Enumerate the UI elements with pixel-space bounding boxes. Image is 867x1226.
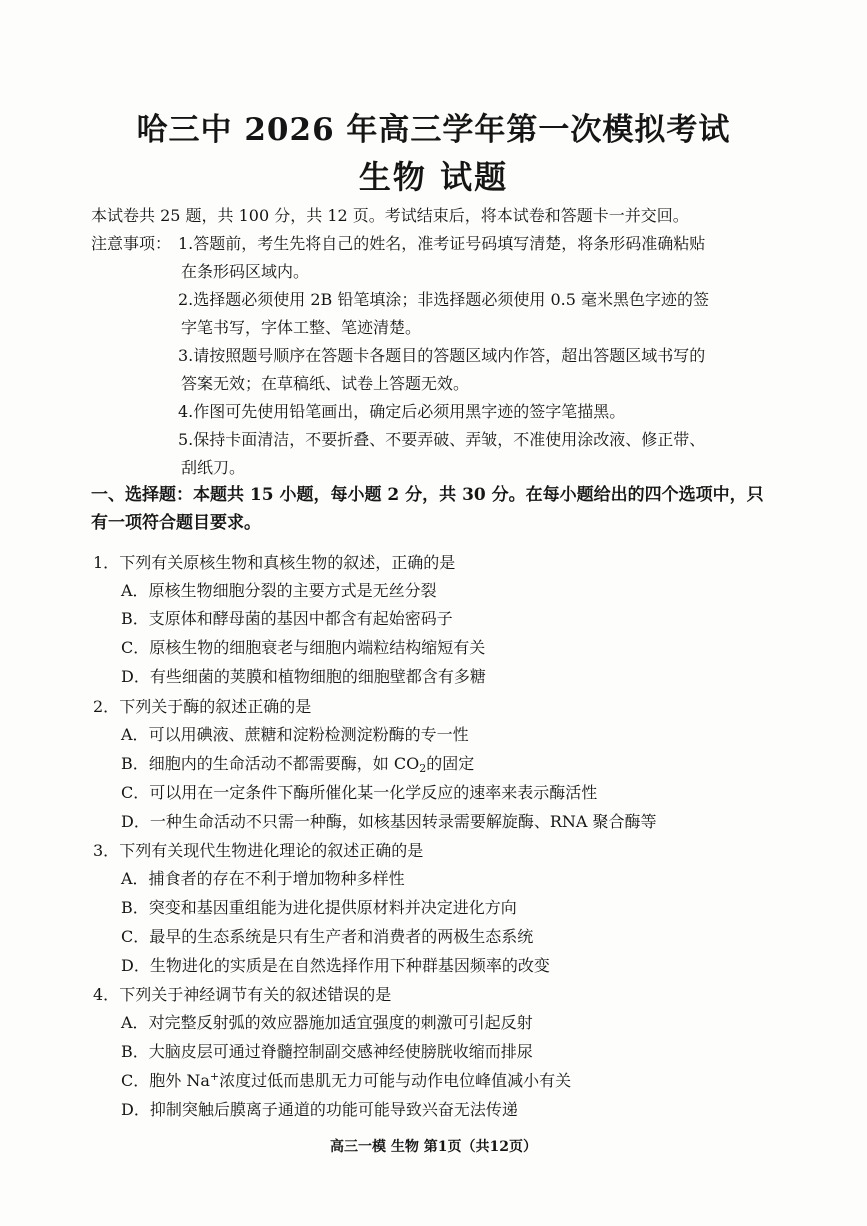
exam-summary: 本试卷共 25 题，共 100 分，共 12 页。考试结束后，将本试卷和答题卡一并交回。 — [91, 206, 689, 225]
q3-option-b — [121, 897, 517, 919]
option-text: 对完整反射弧的效应器施加适宜强度的刺激可引起反射 — [148, 1013, 533, 1032]
option-text-pre: 细胞内的生命活动不都需要酶，如 CO — [148, 754, 420, 773]
note-4-line-1: 4.作图可先使用铅笔画出，确定后必须用黑字迹的签字笔描黑。 — [178, 402, 626, 421]
note-5-line-2: 刮纸刀。 — [181, 458, 246, 477]
note-1-line-2: 在条形码区域内。 — [181, 262, 310, 281]
option-text: 可以用碘液、蔗糖和淀粉检测淀粉酶的专一性 — [148, 725, 469, 744]
note-2-line-1: 2.选择题必须使用 2B 铅笔填涂；非选择题必须使用 0.5 毫米黑色字迹的签 — [178, 290, 709, 309]
q3-option-c — [121, 926, 533, 948]
question-stem: 下列有关现代生物进化理论的叙述正确的是 — [119, 841, 424, 860]
exam-subtitle: 生物 试题 — [358, 158, 509, 196]
option-label: B． — [121, 898, 149, 917]
question-number: 2． — [93, 697, 120, 716]
q1-option-c — [121, 637, 485, 659]
section-heading-line-1: 一、选择题：本题共 15 小题，每小题 2 分，共 30 分。在每小题给出的四个选项中，只 — [91, 485, 764, 505]
q2-option-c — [121, 782, 597, 804]
question-3 — [93, 840, 423, 862]
q1-option-a — [121, 580, 437, 602]
question-4 — [93, 984, 391, 1006]
exam-title: 哈三中 2026 年高三学年第一次模拟考试 — [136, 112, 731, 148]
page-footer: 高三一模 生物 第1页（共12页） — [330, 1139, 537, 1155]
question-number: 3． — [93, 841, 120, 860]
section-heading-line-2: 有一项符合题目要求。 — [91, 513, 261, 533]
note-3-line-1: 3.请按照题号顺序在答题卡各题目的答题区域内作答，超出答题区域书写的 — [178, 346, 706, 365]
q3-option-d — [121, 955, 550, 977]
option-label: D． — [121, 667, 150, 686]
option-label: B． — [121, 609, 149, 628]
note-1-line-1: 1.答题前，考生先将自己的姓名，准考证号码填写清楚，将条形码准确粘贴 — [178, 234, 706, 253]
option-label: C． — [121, 638, 150, 657]
option-label: B． — [121, 1042, 149, 1061]
option-text-post: 浓度过低而患肌无力可能与动作电位峰值减小有关 — [219, 1071, 572, 1090]
note-2-line-2: 字笔书写，字体工整、笔迹清楚。 — [181, 318, 422, 337]
option-label: D． — [121, 956, 150, 975]
note-5-line-1: 5.保持卡面清洁，不要折叠、不要弄破、弄皱，不准使用涂改液、修正带、 — [178, 430, 706, 449]
q1-option-d — [121, 666, 486, 688]
q4-option-b — [121, 1041, 533, 1063]
option-label: D． — [121, 812, 150, 831]
notice-label: 注意事项： — [91, 234, 172, 253]
option-text: 突变和基因重组能为进化提供原材料并决定进化方向 — [148, 898, 517, 917]
q4-option-a — [121, 1012, 533, 1034]
option-text: 一种生命活动不只需一种酶，如核基因转录需要解旋酶、RNA 聚合酶等 — [149, 812, 657, 831]
option-label: C． — [121, 927, 150, 946]
option-label: D． — [121, 1100, 150, 1119]
option-text: 原核生物的细胞衰老与细胞内端粒结构缩短有关 — [149, 638, 486, 657]
option-text: 可以用在一定条件下酶所催化某一化学反应的速率来表示酶活性 — [149, 783, 598, 802]
question-stem: 下列有关原核生物和真核生物的叙述，正确的是 — [119, 553, 456, 572]
option-text: 有些细菌的荚膜和植物细胞的细胞壁都含有多糖 — [149, 667, 486, 686]
option-text-pre: 胞外 Na — [149, 1071, 210, 1090]
subscript: 2 — [419, 762, 427, 775]
option-label: A． — [121, 869, 149, 888]
option-text: 支原体和酵母菌的基因中都含有起始密码子 — [148, 609, 453, 628]
q4-option-d — [121, 1099, 518, 1121]
note-3-line-2: 答案无效；在草稿纸、试卷上答题无效。 — [181, 374, 470, 393]
q2-option-b — [121, 753, 474, 775]
option-label: C． — [121, 1071, 150, 1090]
question-stem: 下列关于神经调节有关的叙述错误的是 — [119, 985, 392, 1004]
superscript: + — [209, 1070, 220, 1083]
q2-option-d — [121, 811, 657, 833]
question-number: 1． — [93, 553, 120, 572]
option-label: A． — [121, 725, 149, 744]
option-text: 生物进化的实质是在自然选择作用下种群基因频率的改变 — [149, 956, 550, 975]
option-label: A． — [121, 1013, 149, 1032]
option-label: B． — [121, 754, 149, 773]
q4-option-c — [121, 1070, 571, 1092]
option-text: 捕食者的存在不利于增加物种多样性 — [148, 869, 405, 888]
option-label: A． — [121, 581, 149, 600]
q2-option-a — [121, 724, 469, 746]
question-number: 4． — [93, 985, 120, 1004]
option-text: 抑制突触后膜离子通道的功能可能导致兴奋无法传递 — [149, 1100, 518, 1119]
option-text: 大脑皮层可通过脊髓控制副交感神经使膀胱收缩而排尿 — [148, 1042, 533, 1061]
question-stem: 下列关于酶的叙述正确的是 — [119, 697, 312, 716]
option-label: C． — [121, 783, 150, 802]
q1-option-b — [121, 608, 453, 630]
option-text-post: 的固定 — [426, 754, 475, 773]
option-text: 最早的生态系统是只有生产者和消费者的两极生态系统 — [149, 927, 534, 946]
option-text: 原核生物细胞分裂的主要方式是无丝分裂 — [148, 581, 437, 600]
q3-option-a — [121, 868, 405, 890]
question-2 — [93, 696, 311, 718]
question-1 — [93, 552, 455, 574]
